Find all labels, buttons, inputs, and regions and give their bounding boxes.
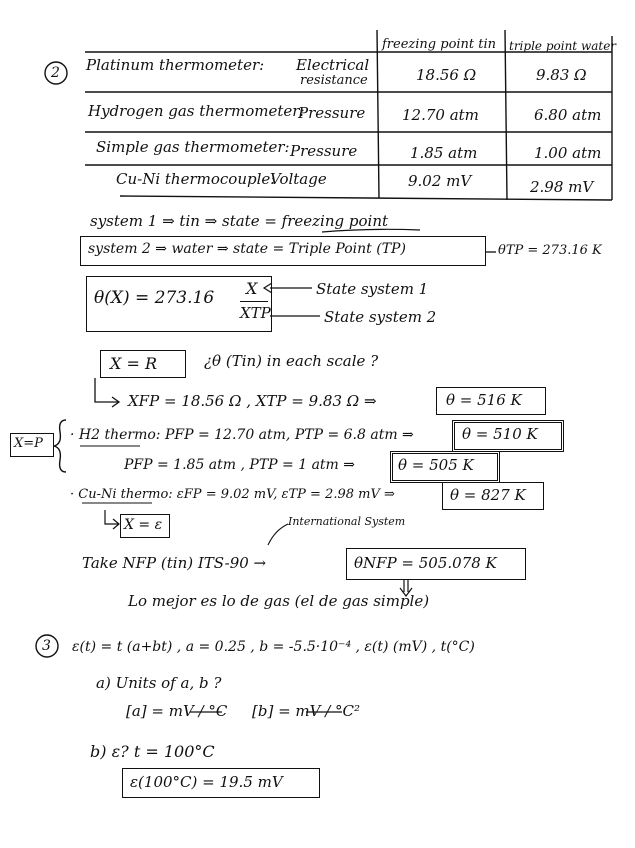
x-equals-e: X = ε [124,517,163,533]
section-3-number: 3 [42,638,51,654]
row-cuni-thermocouple: Cu-Ni thermocouple: [116,170,276,188]
row-cuni-property: Voltage [270,170,327,188]
unit-a: [a] = mV / °C [126,702,228,720]
theta-tp-value: θTP = 273.16 K [498,243,602,258]
row-platinum-thermometer: Platinum thermometer: [86,56,265,74]
take-nfp-line: Take NFP (tin) ITS-90 → [82,554,267,572]
row-hydrogen-triple: 6.80 atm [534,106,602,124]
state-system-2-note: State system 2 [324,308,437,326]
simple-result: θ = 505 K [398,456,474,474]
platinum-calc: XFP = 18.56 Ω , XTP = 9.83 Ω ⇒ [128,392,377,410]
system-2-line: system 2 ⇒ water ⇒ state = Triple Point (TP) [88,241,406,257]
simple-calc: PFP = 1.85 atm , PTP = 1 atm ⇒ [124,457,355,473]
section-2-number: 2 [51,65,60,81]
row-hydrogen-freezing: 12.70 atm [402,106,479,124]
row-simple-freezing: 1.85 atm [410,144,478,162]
x-equals-p: X=P [14,436,43,451]
h2-calc: · H2 thermo: PFP = 12.70 atm, PTP = 6.8 atm ⇒ [70,427,414,443]
platinum-result: θ = 516 K [446,391,522,409]
row-platinum-freezing: 18.56 Ω [416,66,477,84]
cuni-result: θ = 827 K [450,486,526,504]
section-3-equation: ε(t) = t (a+bt) , a = 0.25 , b = -5.5·10⁻⁴ , ε(t) (mV) , t(°C) [72,639,475,655]
formula-numerator: X [246,279,258,298]
header-freezing-point-tin: freezing point tin [382,37,497,52]
system-1-line: system 1 ⇒ tin ⇒ state = freezing point [90,212,389,230]
state-system-1-note: State system 1 [316,280,429,298]
result-b: ε(100°C) = 19.5 mV [130,773,283,791]
h2-result: θ = 510 K [462,425,538,443]
formula-fraction-bar [240,301,268,302]
row-hydrogen-thermometer: Hydrogen gas thermometer: [88,102,305,120]
header-triple-point-water: triple point water [509,39,617,53]
formula-lhs: θ(X) = 273.16 [94,288,215,308]
formula-denominator: XTP [240,304,271,322]
row-platinum-property-2: resistance [300,73,368,88]
x-equals-r: X = R [110,354,158,373]
unit-b: [b] = mV / °C² [252,702,361,720]
row-simple-thermometer: Simple gas thermometer: [96,138,290,156]
its-result: θNFP = 505.078 K [354,554,497,572]
row-platinum-triple: 9.83 Ω [536,66,587,84]
row-simple-triple: 1.00 atm [534,144,602,162]
row-cuni-freezing: 9.02 mV [408,172,472,190]
row-hydrogen-property: Pressure [298,104,366,122]
conclusion-note: Lo mejor es lo de gas (el de gas simple) [128,592,430,610]
part-a-question: a) Units of a, b ? [96,674,222,692]
part-b-question: b) ε? t = 100°C [90,742,215,761]
cuni-calc: · Cu-Ni thermo: εFP = 9.02 mV, εTP = 2.98 mV ⇒ [70,487,395,502]
row-platinum-property-1: Electrical [296,56,370,74]
row-cuni-triple: 2.98 mV [530,178,594,196]
question-theta-tin: ¿θ (Tin) in each scale ? [204,352,379,370]
row-simple-property: Pressure [290,142,358,160]
international-system-note: International System [288,515,406,528]
